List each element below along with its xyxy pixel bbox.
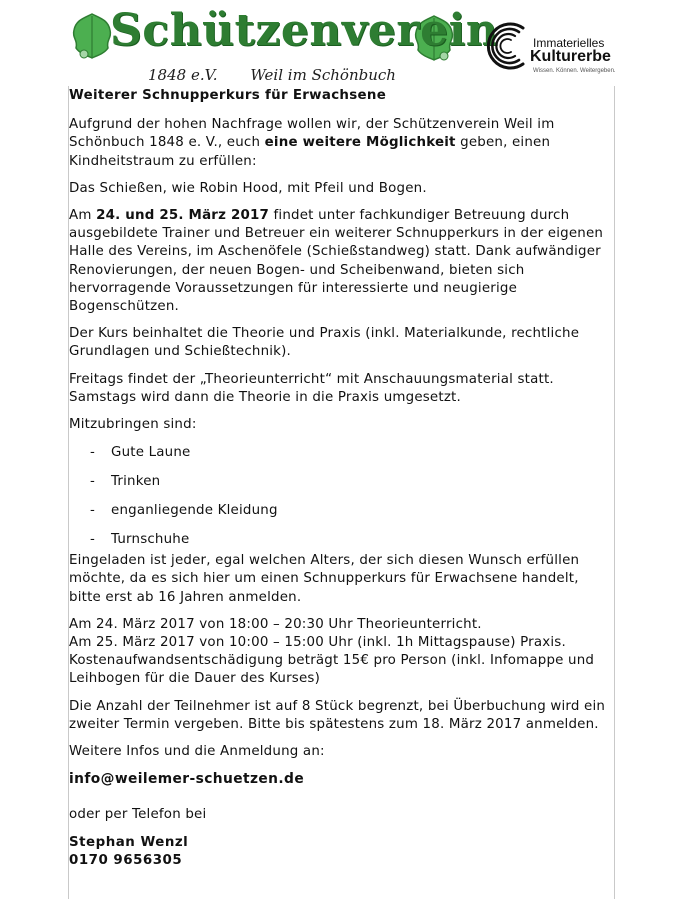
course-dates: 24. und 25. März 2017 bbox=[96, 208, 270, 224]
schedule-line: Am 24. März 2017 von 18:00 – 20:30 Uhr Theorieunterricht. bbox=[69, 616, 482, 632]
intro-paragraph bbox=[69, 116, 611, 171]
robin-hood-paragraph: Das Schießen, wie Robin Hood, mit Pfeil und Bogen. bbox=[69, 180, 427, 196]
course-paragraph: Der Kurs beinhaltet die Theorie und Praxis (inkl. Materialkunde, rechtliche Grundlagen und Schießtechnik). bbox=[69, 326, 580, 360]
saturday-text: Samstags wird dann die Theorie in die Praxis umgesetzt. bbox=[69, 389, 461, 405]
bring-label: Mitzubringen sind: bbox=[69, 417, 197, 433]
heritage-mark-icon bbox=[483, 20, 531, 72]
article-body bbox=[69, 87, 611, 870]
schedule-line: Am 25. März 2017 von 10:00 – 15:00 Uhr (inkl. 1h Mittagspause) Praxis. bbox=[69, 635, 566, 651]
date-text: findet unter fachkundiger Betreuung durch ausgebildete Trainer und Betreuer ein weiterer Schnupperkurs in der eigenen Halle des Vereins, im Aschenöfele (Schießstandweg) statt. Dank aufwändiger Renovierungen, der neuen Bogen- und Scheibenwand, bieten sich hervorragende Voraussetzungen für interessierte und neugierige Bogenschützen. bbox=[69, 208, 604, 315]
contact-email-link[interactable]: info@weilemer-schuetzen.de bbox=[69, 771, 305, 788]
document-header bbox=[0, 0, 687, 88]
fee-text: Kostenaufwandsentschädigung beträgt 15€ pro Person (inkl. Infomappe und Leihbogen für die Dauer des Kurses) bbox=[69, 653, 595, 687]
bring-list bbox=[69, 444, 611, 560]
schedule-paragraph bbox=[69, 616, 611, 689]
heritage-logo-line2: Kulturerbe bbox=[530, 48, 611, 65]
heritage-logo-tagline: Wissen. Können. Weitergeben. bbox=[533, 68, 616, 74]
list-item: - enganliegende Kleidung bbox=[69, 502, 611, 531]
intro-emphasis: eine weitere Möglichkeit bbox=[264, 135, 456, 151]
list-item: - Turnschuhe bbox=[69, 531, 611, 560]
article-heading: Weiterer Schnupperkurs für Erwachsene bbox=[69, 88, 387, 103]
list-item: - Gute Laune bbox=[69, 444, 611, 473]
heritage-logo bbox=[483, 18, 616, 80]
date-text-start: Am bbox=[69, 208, 97, 224]
intro-text: Aufgrund der hohen Nachfrage wollen wir, der Schützenverein Weil im Schönbuch 1848 e. V., euch bbox=[69, 117, 555, 151]
club-logo-subtitle bbox=[148, 66, 396, 84]
heritage-logo-line1: Immaterielles bbox=[533, 36, 605, 50]
list-item: - Trinken bbox=[69, 473, 611, 502]
limit-paragraph: Die Anzahl der Teilnehmer ist auf 8 Stück begrenzt, bei Überbuchung wird ein zweiter Termin vergeben. Bitte bis spätestens zum 18. März 2017 anmelden. bbox=[69, 698, 606, 732]
contact-name: Stephan Wenzl bbox=[69, 834, 189, 850]
phone-label: oder per Telefon bei bbox=[69, 807, 207, 823]
intro-text-end: geben, einen Kindheitstraum zu erfüllen: bbox=[69, 135, 551, 169]
invite-paragraph: Eingeladen ist jeder, egal welchen Alters, der sich diesen Wunsch erfüllen möchte, da es sich hier um einen Schnupperkurs für Erwachsene handelt, bitte erst ab 16 Jahren anmelden. bbox=[69, 553, 580, 605]
date-paragraph bbox=[69, 207, 611, 316]
friday-text: Freitags findet der „Theorieunterricht“ mit Anschauungsmaterial statt. bbox=[69, 371, 554, 387]
club-logo-title: Schützenverein bbox=[110, 5, 499, 56]
contact-phone: 0170 9656305 bbox=[69, 852, 183, 868]
club-logo-place: Weil im Schönbuch bbox=[250, 66, 396, 84]
info-label: Weitere Infos und die Anmeldung an: bbox=[69, 744, 325, 760]
club-logo-year: 1848 e.V. bbox=[148, 66, 218, 84]
schedule-note-paragraph bbox=[69, 371, 611, 407]
